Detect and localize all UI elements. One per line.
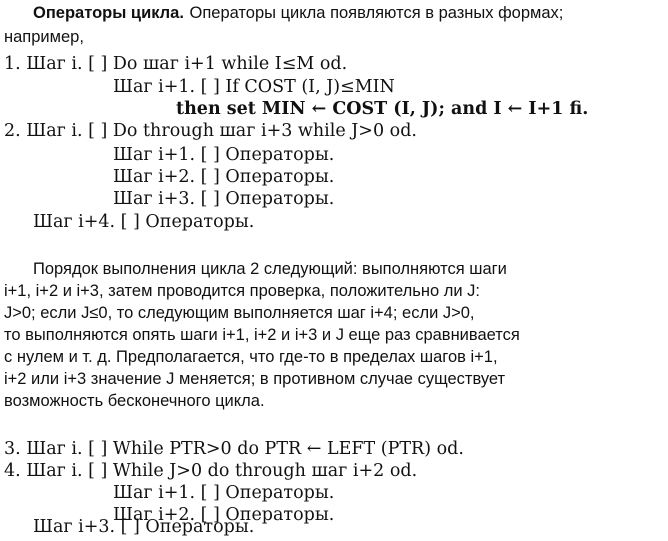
explanation-line-2: i+1, i+2 и i+3, затем проводится проверка, положительно ли J: <box>4 282 480 300</box>
item2-line2: Шаг i+1. [ ] Операторы. <box>113 145 335 165</box>
explanation-line-7: возможность бесконечного цикла. <box>4 392 265 410</box>
section-heading: Операторы цикла. <box>33 4 184 22</box>
item2-line1: 2. Шаг i. [ ] Do through шаг i+3 while J>0 od. <box>4 121 417 141</box>
item4-line2: Шаг i+1. [ ] Операторы. <box>113 483 335 503</box>
item2-line5: Шаг i+4. [ ] Операторы. <box>33 212 255 232</box>
item1-line1: 1. Шаг i. [ ] Do шаг i+1 while I≤M od. <box>4 54 348 74</box>
explanation-line-4: то выполняются опять шаги i+1, i+2 и i+3 и J еще раз сравнивается <box>4 326 520 344</box>
item4-line1: 4. Шаг i. [ ] While J>0 do through шаг i+2 od. <box>4 461 418 481</box>
explanation-line-5: с нулем и т. д. Предполагается, что где-то в пределах шагов i+1, <box>4 348 498 366</box>
item2-line3: Шаг i+2. [ ] Операторы. <box>113 167 335 187</box>
item4-line3: Шаг i+2. [ ] Операторы. <box>113 505 335 525</box>
item2-line4: Шаг i+3. [ ] Операторы. <box>113 189 335 209</box>
item1-line2: Шаг i+1. [ ] If COST (I, J)≤MIN <box>113 77 395 97</box>
item1-line3: then set MIN ← COST (I, J); and I ← I+1 fi. <box>176 99 589 119</box>
explanation-line-1: Порядок выполнения цикла 2 следующий: выполняются шаги <box>33 260 507 278</box>
item3-line1: 3. Шаг i. [ ] While PTR>0 do PTR ← LEFT (PTR) od. <box>4 439 464 459</box>
explanation-line-3: J>0; если J≤0, то следующим выполняется шаг i+4; если J>0, <box>4 304 475 322</box>
intro-text: Операторы цикла появляются в разных формах; <box>189 4 564 22</box>
intro-line-1 <box>33 2 563 24</box>
intro-line-2: например, <box>4 28 84 46</box>
explanation-line-6: i+2 или i+3 значение J меняется; в противном случае существует <box>4 370 506 388</box>
item4-line4: Шаг i+3. [ ] Операторы. <box>33 517 255 537</box>
